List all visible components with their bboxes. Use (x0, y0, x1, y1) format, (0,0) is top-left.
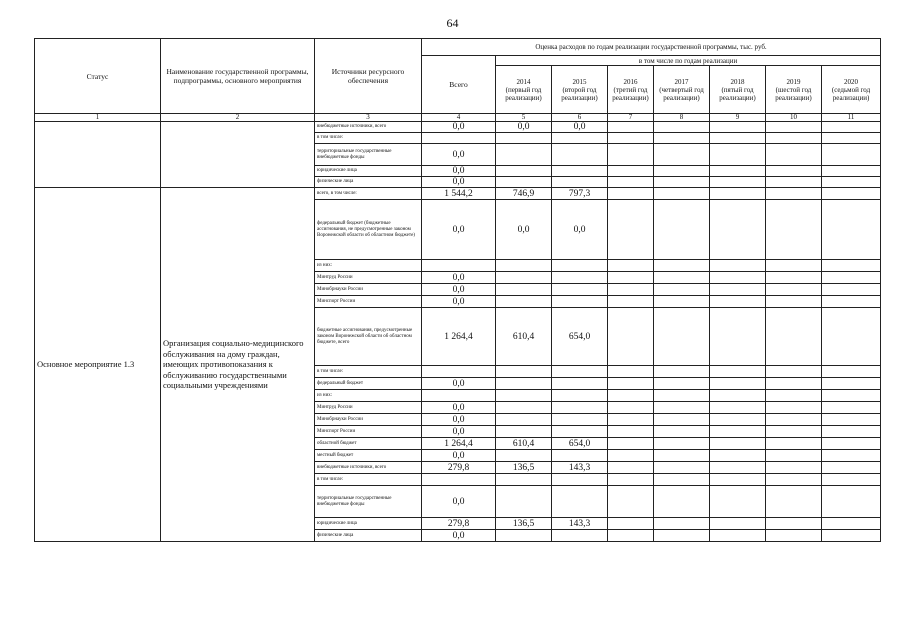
program-name-cell: Организация социально-медицинского обслуживания на дому граждан, имеющих противопоказания к обслуживанию государственными социальными учреждениями (161, 188, 315, 542)
value-cell (422, 366, 496, 378)
value-cell (608, 378, 654, 390)
value-cell (552, 177, 608, 188)
source-label: физические лица (315, 177, 422, 188)
value-cell (496, 450, 552, 462)
value-cell (552, 426, 608, 438)
value-cell (766, 166, 822, 177)
value-cell (710, 378, 766, 390)
value-cell (654, 366, 710, 378)
source-label: в том числе: (315, 474, 422, 486)
source-label: местный бюджет (315, 450, 422, 462)
value-cell (654, 188, 710, 200)
header-year: 2019 (шестой год реализации) (766, 66, 822, 114)
value-cell (822, 518, 881, 530)
value-cell (822, 530, 881, 542)
value-cell: 0,0 (422, 284, 496, 296)
value-cell: 610,4 (496, 308, 552, 366)
value-cell (496, 133, 552, 144)
source-label: Минтруд России (315, 272, 422, 284)
value-cell (822, 260, 881, 272)
value-cell: 0,0 (422, 296, 496, 308)
value-cell (422, 390, 496, 402)
header-year: 2017 (четвертый год реализации) (654, 66, 710, 114)
value-cell (496, 390, 552, 402)
expenditure-table (34, 38, 881, 542)
value-cell (552, 284, 608, 296)
column-number: 3 (315, 114, 422, 122)
value-cell (766, 296, 822, 308)
value-cell: 0,0 (422, 177, 496, 188)
value-cell (608, 518, 654, 530)
source-label: Минспорт России (315, 426, 422, 438)
value-cell (766, 188, 822, 200)
value-cell (766, 272, 822, 284)
source-label: территориальные государственные внебюджетные фонды (315, 144, 422, 166)
program-name-cell (161, 122, 315, 188)
value-cell (608, 426, 654, 438)
value-cell: 610,4 (496, 438, 552, 450)
header-year: 2014 (первый год реализации) (496, 66, 552, 114)
value-cell: 143,3 (552, 462, 608, 474)
header-year: 2015 (второй год реализации) (552, 66, 608, 114)
value-cell (766, 518, 822, 530)
value-cell (822, 200, 881, 260)
value-cell (710, 200, 766, 260)
value-cell (710, 188, 766, 200)
header-name: Наименование государственной программы, подпрограммы, основного мероприятия (161, 39, 315, 114)
value-cell: 0,0 (422, 530, 496, 542)
value-cell (710, 414, 766, 426)
source-label: из них: (315, 390, 422, 402)
value-cell (822, 366, 881, 378)
value-cell (710, 474, 766, 486)
column-number: 9 (710, 114, 766, 122)
header-year: 2018 (пятый год реализации) (710, 66, 766, 114)
value-cell: 797,3 (552, 188, 608, 200)
value-cell (654, 144, 710, 166)
value-cell (766, 438, 822, 450)
value-cell (766, 450, 822, 462)
value-cell (766, 426, 822, 438)
value-cell: 1 544,2 (422, 188, 496, 200)
value-cell (552, 144, 608, 166)
value-cell (822, 144, 881, 166)
value-cell (654, 530, 710, 542)
value-cell (766, 486, 822, 518)
value-cell (654, 177, 710, 188)
table-row (35, 188, 881, 200)
value-cell (496, 272, 552, 284)
source-label: федеральный бюджет (315, 378, 422, 390)
source-label: юридические лица (315, 518, 422, 530)
source-label: Минтруд России (315, 402, 422, 414)
value-cell (422, 474, 496, 486)
value-cell (654, 474, 710, 486)
value-cell (822, 296, 881, 308)
value-cell (822, 474, 881, 486)
value-cell (710, 144, 766, 166)
source-label: всего, в том числе: (315, 188, 422, 200)
value-cell (654, 378, 710, 390)
column-number: 8 (654, 114, 710, 122)
value-cell (766, 284, 822, 296)
value-cell: 0,0 (422, 166, 496, 177)
value-cell: 0,0 (496, 122, 552, 133)
value-cell (608, 122, 654, 133)
value-cell (822, 426, 881, 438)
value-cell (766, 390, 822, 402)
value-cell (766, 530, 822, 542)
value-cell (710, 486, 766, 518)
header-including: в том числе по годам реализации (496, 56, 881, 66)
value-cell (608, 474, 654, 486)
value-cell: 279,8 (422, 518, 496, 530)
value-cell (496, 366, 552, 378)
value-cell: 1 264,4 (422, 308, 496, 366)
value-cell (654, 296, 710, 308)
value-cell (822, 308, 881, 366)
value-cell (552, 166, 608, 177)
value-cell (822, 414, 881, 426)
column-number: 11 (822, 114, 881, 122)
value-cell (608, 200, 654, 260)
value-cell (710, 366, 766, 378)
source-label: территориальные государственные внебюджетные фонды (315, 486, 422, 518)
value-cell (654, 122, 710, 133)
status-cell: Основное мероприятие 1.3 (35, 188, 161, 542)
value-cell (654, 402, 710, 414)
value-cell (822, 390, 881, 402)
value-cell (608, 402, 654, 414)
value-cell (496, 414, 552, 426)
value-cell (710, 260, 766, 272)
value-cell: 0,0 (552, 200, 608, 260)
value-cell (552, 414, 608, 426)
value-cell: 143,3 (552, 518, 608, 530)
value-cell (552, 486, 608, 518)
column-number: 1 (35, 114, 161, 122)
value-cell (552, 366, 608, 378)
header-sources: Источники ресурсного обеспечения (315, 39, 422, 114)
value-cell (710, 438, 766, 450)
value-cell (766, 177, 822, 188)
value-cell (710, 402, 766, 414)
value-cell: 0,0 (552, 122, 608, 133)
value-cell (766, 378, 822, 390)
value-cell (608, 133, 654, 144)
value-cell (710, 133, 766, 144)
source-label: Минобрнауки России (315, 414, 422, 426)
value-cell (608, 177, 654, 188)
value-cell: 0,0 (422, 122, 496, 133)
header-total: Всего (422, 56, 496, 114)
value-cell (710, 308, 766, 366)
value-cell (766, 260, 822, 272)
value-cell (710, 518, 766, 530)
value-cell (422, 133, 496, 144)
value-cell (710, 462, 766, 474)
value-cell (608, 414, 654, 426)
column-numbers-row (35, 114, 881, 122)
value-cell (608, 296, 654, 308)
value-cell (552, 450, 608, 462)
value-cell (654, 308, 710, 366)
value-cell: 0,0 (422, 272, 496, 284)
value-cell: 0,0 (422, 414, 496, 426)
column-number: 7 (608, 114, 654, 122)
value-cell (654, 518, 710, 530)
value-cell (710, 177, 766, 188)
value-cell: 0,0 (422, 450, 496, 462)
value-cell (496, 486, 552, 518)
value-cell (608, 450, 654, 462)
value-cell (822, 272, 881, 284)
value-cell (608, 166, 654, 177)
source-label: внебюджетные источники, всего (315, 462, 422, 474)
value-cell (654, 390, 710, 402)
value-cell (608, 438, 654, 450)
value-cell: 654,0 (552, 308, 608, 366)
value-cell: 0,0 (422, 486, 496, 518)
value-cell: 654,0 (552, 438, 608, 450)
value-cell (710, 530, 766, 542)
value-cell (710, 426, 766, 438)
value-cell (552, 296, 608, 308)
value-cell (496, 426, 552, 438)
value-cell (654, 284, 710, 296)
source-label: Минспорт России (315, 296, 422, 308)
value-cell: 136,5 (496, 518, 552, 530)
column-number: 4 (422, 114, 496, 122)
value-cell (822, 402, 881, 414)
column-number: 2 (161, 114, 315, 122)
value-cell (422, 260, 496, 272)
value-cell (608, 284, 654, 296)
value-cell (710, 284, 766, 296)
value-cell (552, 402, 608, 414)
value-cell (496, 296, 552, 308)
value-cell (552, 378, 608, 390)
value-cell (710, 272, 766, 284)
status-cell (35, 122, 161, 188)
value-cell (496, 144, 552, 166)
value-cell (552, 474, 608, 486)
value-cell (710, 122, 766, 133)
value-cell: 0,0 (496, 200, 552, 260)
value-cell (822, 378, 881, 390)
header-status: Статус (35, 39, 161, 114)
value-cell (496, 284, 552, 296)
value-cell (496, 177, 552, 188)
source-label: федеральный бюджет (бюджетные ассигнования, не предусмотренные законом Воронежской области об областном бюджете) (315, 200, 422, 260)
value-cell (766, 122, 822, 133)
value-cell (822, 177, 881, 188)
header-year: 2020 (седьмой год реализации) (822, 66, 881, 114)
value-cell (608, 366, 654, 378)
value-cell (608, 486, 654, 518)
column-number: 5 (496, 114, 552, 122)
value-cell (822, 450, 881, 462)
value-cell (496, 474, 552, 486)
value-cell (552, 272, 608, 284)
value-cell (822, 166, 881, 177)
value-cell (822, 462, 881, 474)
value-cell: 0,0 (422, 144, 496, 166)
value-cell (710, 390, 766, 402)
value-cell (552, 260, 608, 272)
value-cell (822, 486, 881, 518)
value-cell (766, 308, 822, 366)
source-label: физические лица (315, 530, 422, 542)
value-cell (654, 426, 710, 438)
value-cell (822, 188, 881, 200)
value-cell (654, 462, 710, 474)
value-cell (608, 530, 654, 542)
source-label: внебюджетные источники, всего (315, 122, 422, 133)
value-cell (822, 122, 881, 133)
value-cell (496, 260, 552, 272)
source-label: областной бюджет (315, 438, 422, 450)
value-cell (608, 308, 654, 366)
value-cell (552, 390, 608, 402)
value-cell (766, 366, 822, 378)
value-cell (766, 200, 822, 260)
header-estimate: Оценка расходов по годам реализации государственной программы, тыс. руб. (422, 39, 881, 56)
value-cell (552, 530, 608, 542)
value-cell: 0,0 (422, 426, 496, 438)
value-cell (654, 486, 710, 518)
value-cell (822, 284, 881, 296)
value-cell: 1 264,4 (422, 438, 496, 450)
source-label: бюджетные ассигнования, предусмотренные законом Воронежской области об областном бюджете, всего (315, 308, 422, 366)
value-cell (496, 166, 552, 177)
source-label: в том числе: (315, 133, 422, 144)
value-cell (608, 272, 654, 284)
header-year: 2016 (третий год реализации) (608, 66, 654, 114)
value-cell (766, 144, 822, 166)
value-cell (710, 296, 766, 308)
value-cell: 746,9 (496, 188, 552, 200)
source-label: в том числе: (315, 366, 422, 378)
column-number: 6 (552, 114, 608, 122)
value-cell (766, 402, 822, 414)
value-cell: 0,0 (422, 402, 496, 414)
value-cell (822, 133, 881, 144)
value-cell (710, 450, 766, 462)
source-label: юридические лица (315, 166, 422, 177)
value-cell (654, 272, 710, 284)
value-cell (710, 166, 766, 177)
value-cell (608, 260, 654, 272)
value-cell (654, 133, 710, 144)
value-cell (654, 200, 710, 260)
value-cell (822, 438, 881, 450)
value-cell (654, 260, 710, 272)
value-cell (654, 438, 710, 450)
value-cell (654, 414, 710, 426)
page-number: 64 (446, 16, 459, 30)
value-cell (496, 530, 552, 542)
value-cell: 0,0 (422, 378, 496, 390)
value-cell: 0,0 (422, 200, 496, 260)
value-cell (608, 144, 654, 166)
value-cell (608, 390, 654, 402)
table-row (35, 122, 881, 133)
value-cell (766, 462, 822, 474)
value-cell: 279,8 (422, 462, 496, 474)
value-cell (496, 378, 552, 390)
value-cell (608, 188, 654, 200)
column-number: 10 (766, 114, 822, 122)
value-cell (766, 414, 822, 426)
value-cell (654, 166, 710, 177)
value-cell (654, 450, 710, 462)
value-cell (766, 474, 822, 486)
value-cell (552, 133, 608, 144)
value-cell (496, 402, 552, 414)
value-cell (608, 462, 654, 474)
source-label: Минобрнауки России (315, 284, 422, 296)
source-label: из них: (315, 260, 422, 272)
value-cell (766, 133, 822, 144)
value-cell: 136,5 (496, 462, 552, 474)
